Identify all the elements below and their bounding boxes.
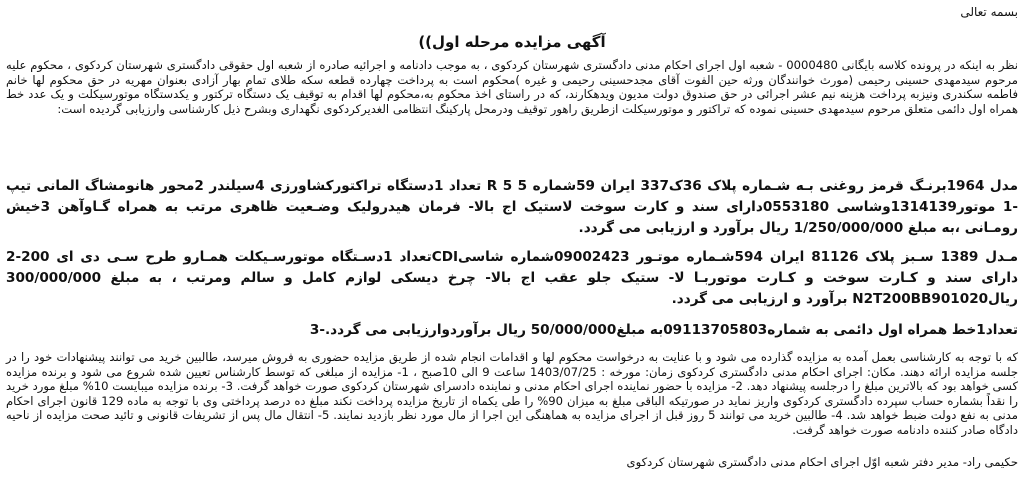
item-phone-line: تعداد1خط همراه اول دائمی به شماره09113705803به مبلغ50/000/000 ریال برآوردوارزیابی می گردد.-3	[309, 322, 1018, 338]
intro-paragraph: نظر به اینکه در پرونده کلاسه بایگانی 0000480 - شعبه اول اجرای احکام مدنی دادگستری شهرستان کردکوی ، به موجب دادنامه و اجرائیه صادره از شعبه اول حقوقی دادگستری شهرستان کردکوی ، محکوم علیه مرحوم سیدمهدی حسینی رحیمی (مورث خوانندگان ورثه حین الفوت آقای مجدحسینی رحیمی و غیره )محکوم است به پرداخت چهارده قطعه سکه طلای تمام بهار آزادی بعنوان مهریه در حق محکوم لها خانم فاطمه سکندری ونیزبه پرداخت هزینه نیم عشر اجرائی در حق صندوق دولت مدیون ویدهکارند، که در راستای اخذ محکوم به،محکوم لها اقدام به توقیف یک دستگاه ترکتور و یکدستگاه موتورسیکلت و یک عدد خط همراه اول دائمی متعلق مرحوم سیدمهدی حسینی نموده که تراکتور و موتورسیکلت ازطریق راهور توقیف ودرمحل پارکینگ انتظامی الغدیرکردکوی نگهداری وبشرح ذیل کارشناسی وارزیابی گردیده است:	[6, 58, 1018, 116]
page-title: آگهی مزایده مرحله اول))	[418, 33, 606, 51]
heading-bismillah: بسمه تعالی	[960, 5, 1018, 19]
signature-line: حکیمی راد- مدیر دفتر شعبه اوّل اجرای احکام مدنی دادگستری شهرستان کردکوی	[626, 455, 1018, 469]
item-motorcycle: مـدل 1389 سـبز پلاک 81126 ایران 594شـماره موتـور 09002423شماره شاسیCDIتعداد 1دسـتگاه موتورسـیکلت همـارو طرح سـی دی ای 200-2 دارای سند و کـارت سوخت و کـارت موتوربـا لا- ستیک جلو عقب اج بالا- چرخ دیسکی لوازم کامل و سالم ومرتب ، به مبلغ 300/000/000 ریالN2T200BB901020 برآورد و ارزیابی می گردد.	[6, 249, 1018, 307]
item-tractor: مدل 1964برنـگ قرمز روغنی بـه شـماره پلاک 36ک337 ایران 59شماره 5 5 R تعداد 1دستگاه تراکتورکشاورزی 4سیلندر 2محور هانومشاگ المانی تیپ -1 موتور1314139وشاسی 0553180دارای سند و کارت سوخت لاستیک اج بالا- فرمان هیدرولیک وضـعیت ظاهری مرتب به همراه گـاوآهن 3خیش رومـانی ،به مبلغ 1/250/000/000 ریال برآورد و ارزیابی می گردد.	[6, 178, 1018, 236]
conditions-paragraph: که با توجه به کارشناسی بعمل آمده به مزایده گذارده می شود و با عنایت به درخواست محکوم لها و اقدامات انجام شده از طریق مزایده حضوری به فروش میرسد، طالبین خرید می توانند پیشنهادات خود را در جلسه مزایده ارائه دهند. مکان: اجرای احکام مدنی دادگستری کردکوی زمان: مورخه : 1403/07/25 ساعت 9 الی 10صبح ، 1- مزایده از مبلغی که توسط کارشناس تعیین شده شروع می شود و برنده مزایده کسی خواهد بود که بالاترین مبلغ را درجلسه پیشنهاد دهد. 2- مزایده با حضور نماینده اجرای احکام مدنی و نماینده دادسرای شهرستان کردکوی صورت خواهد گرفت. 3- برنده مزایده میبایست 10% مبلغ مورد خرید را نقداً بشماره حساب سپرده دادگستری کردکوی واریز نماید در صورتیکه الباقی مبلغ به میزان 90% را طی یکماه از تاریخ مزایده پرداخت نکند مبلغ ده درصد پرداختی وی با توجه به ماده 129 قانون اجرای احکام مدنی به نفع دولت ضبط خواهد شد. 4- طالبین خرید می توانند 5 روز قبل از اجرای مزایده به هماهنگی این اجرا از مال مورد نظر بازدید نمایند. 5- انتقال مال پس از تشریفات قانونی و تائید صحت مزایده از ناحیه دادگاه صادر کننده دادنامه صورت خواهد گرفت.	[6, 350, 1018, 437]
auction-notice-document	[6, 0, 1018, 500]
